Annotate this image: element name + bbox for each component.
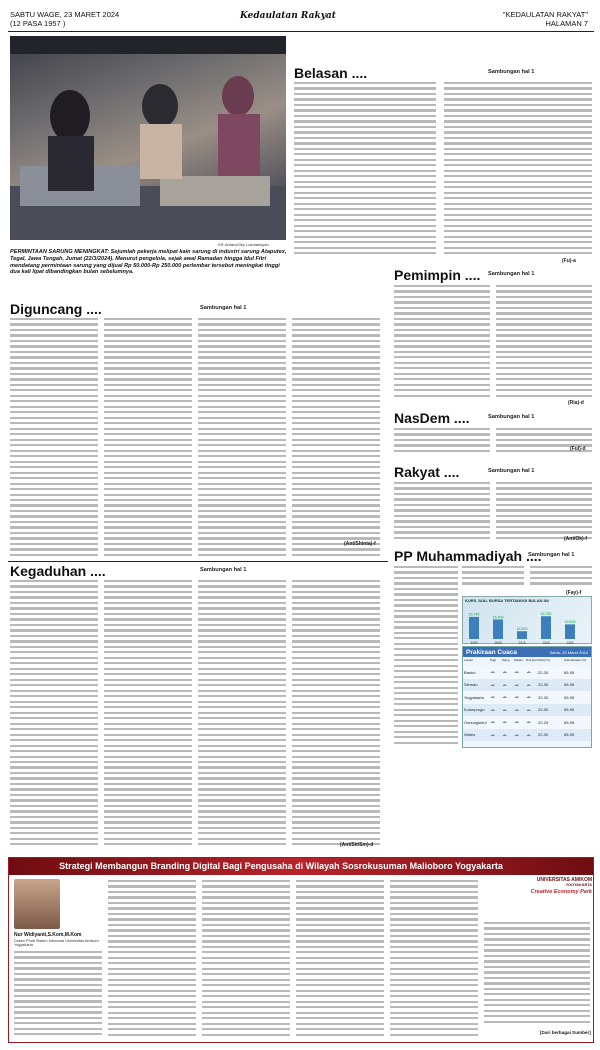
rate-date-label: 20/3 <box>494 641 502 645</box>
rates-bars <box>463 605 593 645</box>
rate-date-label: 23/3 <box>566 641 574 645</box>
opinion-col2 <box>108 880 196 1040</box>
edition-date: SABTU WAGE, 23 MARET 2024 <box>10 10 120 19</box>
body-pp-col1 <box>394 566 458 750</box>
body-pp-col3 <box>530 566 592 588</box>
weather-temp: 22-30 <box>538 682 549 688</box>
rate-bar <box>541 616 551 639</box>
weather-city: Yogyakarta <box>464 694 484 700</box>
univ-tagline: Creative Economy Park <box>530 889 592 895</box>
signoff-kegaduhan: (Ant/Sit/Sm)-d <box>340 842 374 848</box>
rate-value: 15.520 <box>516 627 528 631</box>
rates-title: KURS JUAL BURSA TERTANGGI BULAN INI <box>465 598 549 603</box>
weather-title: Prakiraan Cuaca <box>466 648 517 656</box>
exchange-rate-graphic <box>462 596 592 644</box>
cloud-icon: ☁ <box>526 681 531 688</box>
weather-col-header: Dini Hari <box>526 658 538 662</box>
cloud-icon: ☁ <box>490 669 495 676</box>
weather-col-header: Suhu(°C) <box>538 658 551 662</box>
weather-col-headers <box>463 657 591 666</box>
masthead: Kedaulatan Rakyat <box>240 11 336 21</box>
weather-row <box>463 679 591 692</box>
weather-row <box>463 691 591 704</box>
continuation-nasdem: Sambungan hal 1 <box>488 414 535 420</box>
rate-bar <box>565 624 575 639</box>
continuation-pemimpin: Sambungan hal 1 <box>488 271 535 277</box>
opinion-banner <box>9 858 593 875</box>
rate-value: 15.625 <box>564 620 576 625</box>
cloud-icon: ☁ <box>502 731 507 738</box>
univ-name: UNIVERSITAS AMIKOM <box>536 877 592 883</box>
cloud-icon: ☁ <box>526 731 531 738</box>
weather-row <box>463 666 591 679</box>
opinion-col4 <box>296 880 384 1040</box>
headline-pemimpin: Pemimpin .... <box>394 267 481 283</box>
weather-col-header: Kelembapan (%) <box>564 658 587 662</box>
university-logo <box>520 877 592 919</box>
body-diguncang-col4 <box>292 318 380 558</box>
weather-humidity: 65-95 <box>564 732 575 738</box>
weather-city: Wates <box>464 732 476 738</box>
cloud-icon: ☁ <box>490 694 495 701</box>
weather-humidity: 65-95 <box>564 707 575 713</box>
body-diguncang-col2 <box>104 318 192 558</box>
cloud-icon: ☁ <box>514 694 519 701</box>
rate-value: 15.700 <box>492 615 504 620</box>
weather-rows <box>463 666 591 741</box>
body-kegaduhan-col1 <box>10 580 98 850</box>
body-diguncang-col1 <box>10 318 98 558</box>
page-number: HALAMAN 7 <box>545 19 588 28</box>
weather-col-header: Siang <box>502 658 510 662</box>
cloud-icon: ☁ <box>502 706 507 713</box>
cloud-icon: ☁ <box>514 681 519 688</box>
weather-col-header: Pagi <box>490 658 497 662</box>
body-belasan-col2 <box>444 82 592 260</box>
cloud-icon: ☁ <box>490 719 495 726</box>
body-kegaduhan-col3 <box>198 580 286 850</box>
signoff-pemimpin: (Ria)-d <box>568 400 584 406</box>
continuation-diguncang: Sambungan hal 1 <box>200 305 247 311</box>
headline-rakyat: Rakyat .... <box>394 464 460 480</box>
rate-value: 15.750 <box>540 612 552 617</box>
weather-temp: 22-30 <box>538 732 549 738</box>
rate-bar <box>469 617 479 639</box>
photo-caption: PERMINTAAN SARUNG MENINGKAT: Sejumlah pekerja melipat kain sarung di industri sarung Ataputex, Tegal, Jawa Tengah, Jumat (22/3/2024). Menurut pengelola, sejak awal Ramadan hingga Idul Fitri mendatang permintaan sarung yang dijual Rp 50.000-Rp 250.000 perlembar tersebut meningkat tinggi dua kali lipat dibandingkan bulan sebelumnya. <box>10 249 287 276</box>
photo-credit: KR-Antara/Oky Lukmansyah <box>218 242 269 247</box>
weather-temp: 22-30 <box>538 694 549 700</box>
weather-humidity: 65-95 <box>564 669 575 675</box>
cloud-icon: ☁ <box>526 719 531 726</box>
weather-humidity: 65-95 <box>564 694 575 700</box>
weather-humidity: 65-95 <box>564 682 575 688</box>
weather-row <box>463 716 591 729</box>
body-kegaduhan-col4 <box>292 580 380 850</box>
continuation-belasan: Sambungan hal 1 <box>488 69 535 75</box>
cloud-icon: ☁ <box>490 681 495 688</box>
rate-bar <box>493 620 503 640</box>
author-name: Nur Widiyanti,S.Kom,M.Kom <box>14 932 82 938</box>
rate-date-label: 22/3 <box>542 641 550 645</box>
cloud-icon: ☁ <box>490 706 495 713</box>
rate-date-label: 21/3 <box>518 641 526 645</box>
weather-city: Sleman <box>464 682 478 688</box>
author-role: Dosen Prodi Sistem Informasi Universitas Amikom Yogyakarta <box>14 939 99 947</box>
opinion-col6 <box>484 922 590 1028</box>
weather-city: Kulonprogo <box>464 707 485 713</box>
univ-city: YOGYAKARTA <box>565 883 592 887</box>
opinion-col3 <box>202 880 290 1040</box>
weather-temp: 22-29 <box>538 719 549 725</box>
cloud-icon: ☁ <box>490 731 495 738</box>
weather-table <box>462 646 592 748</box>
headline-diguncang: Diguncang .... <box>10 301 102 317</box>
rate-value: 15.740 <box>468 612 480 617</box>
opinion-col5 <box>390 880 478 1040</box>
body-nasdem-col1 <box>394 428 490 454</box>
weather-city: Gunungkidul <box>464 719 487 725</box>
signoff-pp: (Fay)-f <box>566 590 582 596</box>
body-pp-col2 <box>462 566 524 588</box>
body-rakyat-col1 <box>394 482 490 542</box>
continuation-rakyat: Sambungan hal 1 <box>488 468 535 474</box>
rate-date-label: 19/3 <box>470 641 478 645</box>
headline-nasdem: NasDem .... <box>394 410 470 426</box>
body-rakyat-col2 <box>496 482 592 542</box>
body-diguncang-col3 <box>198 318 286 558</box>
cloud-icon: ☁ <box>514 706 519 713</box>
continuation-kegaduhan: Sambungan hal 1 <box>200 567 247 573</box>
signoff-rakyat: (Ant/Ok)-f <box>564 536 588 542</box>
weather-row <box>463 729 591 742</box>
body-kegaduhan-col2 <box>104 580 192 850</box>
cloud-icon: ☁ <box>502 669 507 676</box>
signoff-diguncang: (Ant/Shinta)-f <box>344 541 376 547</box>
headline-kegaduhan: Kegaduhan .... <box>10 563 106 579</box>
body-belasan-col1 <box>294 82 436 260</box>
opinion-title: Strategi Membangun Branding Digital Bagi Pengusaha di Wilayah Sosrokusuman Malioboro Yogyakarta <box>59 861 503 871</box>
cloud-icon: ☁ <box>502 694 507 701</box>
cloud-icon: ☁ <box>502 719 507 726</box>
body-pemimpin-col2 <box>496 285 592 401</box>
weather-row <box>463 704 591 717</box>
cloud-icon: ☁ <box>514 719 519 726</box>
cloud-icon: ☁ <box>526 669 531 676</box>
signoff-belasan: (Fu)-a <box>562 258 576 264</box>
weather-temp: 22-30 <box>538 669 549 675</box>
weather-city: Bantul <box>464 669 476 675</box>
weather-col-header: Malam <box>514 658 524 662</box>
cloud-icon: ☁ <box>514 669 519 676</box>
edition-issue: (12 PASA 1957 ) <box>10 19 66 28</box>
rate-bar <box>517 631 527 639</box>
continuation-pp: Sambungan hal 1 <box>528 552 575 558</box>
weather-date: Sabtu, 23 Maret 2024 <box>549 649 588 655</box>
opinion-signoff: [Dari berbagai Sumber] <box>540 1030 591 1035</box>
opinion-col1 <box>14 951 102 1039</box>
cloud-icon: ☁ <box>514 731 519 738</box>
weather-col-header: Lokasi <box>464 658 473 662</box>
headline-belasan: Belasan .... <box>294 65 368 81</box>
header-motto: "KEDAULATAN RAKYAT" <box>502 10 588 19</box>
weather-temp: 22-30 <box>538 707 549 713</box>
weather-humidity: 65-95 <box>564 719 575 725</box>
news-photo <box>10 36 286 240</box>
cloud-icon: ☁ <box>526 706 531 713</box>
headline-pp-muhammadiyah: PP Muhammadiyah .... <box>394 548 542 564</box>
body-pemimpin-col1 <box>394 285 490 401</box>
cloud-icon: ☁ <box>502 681 507 688</box>
cloud-icon: ☁ <box>526 694 531 701</box>
author-photo <box>14 879 60 929</box>
signoff-nasdem: (Ful)-d <box>570 446 586 452</box>
